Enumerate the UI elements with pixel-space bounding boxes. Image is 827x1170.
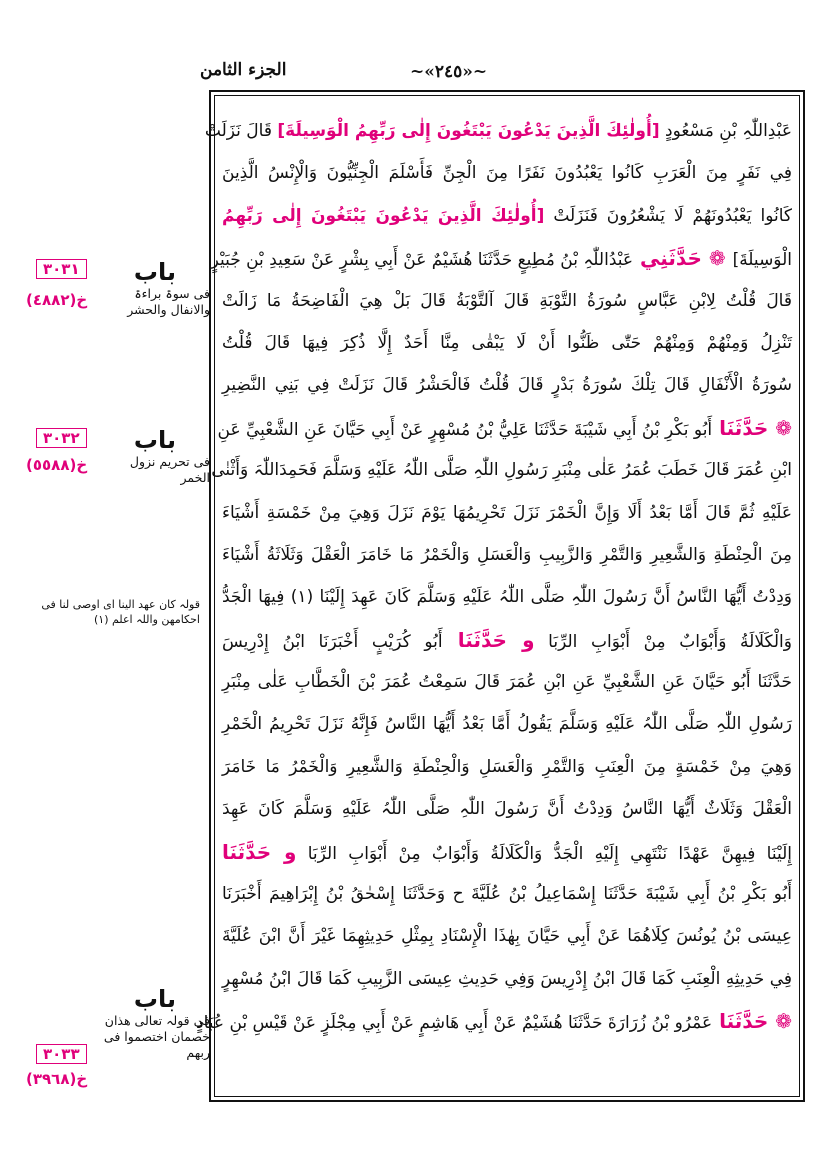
- haddathana-marker: و حَدَّثَنَا: [222, 839, 297, 864]
- chapter-title: فی تحریم نزول الخمر: [129, 454, 210, 485]
- quran-quote: [أُولٰئِكَ الَّذِينَ يَدْعُونَ يَبْتَغُونَ إِلٰى رَبِّهِمُ: [222, 205, 545, 226]
- line-text: أَبُو بَكْرِ بْنُ أَبِي شَيْبَةَ حَدَّثَنَا إِسْمَاعِيلُ بْنُ عُلَيَّةَ ح وَحَدَّثَنَا إِسْحٰقُ بْنُ إِبْرَاهِيمَ أَخْبَرَنَا: [222, 884, 792, 905]
- line-text: ابْنِ عُمَرَ قَالَ خَطَبَ عُمَرُ عَلٰى مِنْبَرِ رَسُولِ اللّٰہِ صَلَّى اللّٰہُ عَلَيْهِ وَسَلَّمَ فَحَمِدَاللّٰہَ وَأَثْنٰى: [211, 460, 792, 481]
- line-text: كَانُوا يَعْبُدُونَهُمْ لَا يَشْعُرُونَ فَنَزَلَتْ: [544, 205, 792, 226]
- haddathana-marker: ❁ حَدَّثَنَا: [712, 415, 792, 440]
- line-text: فِي نَفَرٍ مِنَ الْعَرَبِ كَانُوا يَعْبُدُونَ نَفَرًا مِنَ الْجِنِّ فَأَسْلَمَ الْجِنِّيُّونَ وَالْإِنْسُ الَّذِينَ: [222, 163, 792, 184]
- text-line: [222, 703, 792, 745]
- text-line: [222, 788, 792, 830]
- chapter-title: فی قولہ تعالی هذان خصمان اختصموا فی ربهم: [103, 1013, 210, 1060]
- haddathana-marker: و حَدَّثَنَا: [442, 627, 535, 652]
- haddathana-marker: ❁ حَدَّثَنَا: [712, 1009, 792, 1034]
- text-line: [222, 915, 792, 957]
- text-line: [222, 831, 792, 873]
- text-line: [222, 958, 792, 1000]
- text-line: [222, 364, 792, 406]
- hadith-number: ٣٠٣٣: [36, 1044, 87, 1064]
- line-text: أَبُو كُرَيْبٍ أَخْبَرَنَا ابْنُ إِدْرِيسَ: [222, 631, 443, 652]
- line-text: أَبُو بَكْرِ بْنُ أَبِي شَيْبَةَ حَدَّثَنَا عَلِيُّ بْنُ مُسْهِرٍ عَنْ أَبِي حَيَّانَ عَنِ الشَّعْبِيِّ عَنِ: [217, 419, 713, 440]
- bukhari-reference: خ(٥٥٨٨): [26, 456, 88, 474]
- line-text: حَدَّثَنَا أَبُو حَيَّانَ عَنِ الشَّعْبِيِّ عَنِ ابْنِ عُمَرَ قَالَ سَمِعْتُ عُمَرَ بْنَ الْخَطَّابِ عَلٰى مِنْبَرِ: [222, 672, 792, 693]
- line-text: تَنْزِلُ وَمِنْهُمْ وَمِنْهُمْ حَتّٰى ظَنُّوا أَنْ لَا يَبْقٰى مِنَّا أَحَدٌ إِلَّا ذُكِرَ فِيهَا قَالَ قُلْتُ: [222, 332, 792, 353]
- text-line: [222, 280, 792, 322]
- hadith-number: ٣٠٣٢: [36, 428, 87, 448]
- text-line: [222, 576, 792, 618]
- line-text: رَسُولِ اللّٰہِ صَلَّى اللّٰہُ عَلَيْهِ وَسَلَّمَ يَقُولُ أَمَّا بَعْدُ أَيُّهَا النَّاسُ فَإِنَّهُ نَزَلَ تَحْرِيمُ الْخَمْرِ: [222, 714, 792, 735]
- line-text: سُورَةُ الْأَنْفَالِ قَالَ تِلْكَ سُورَةُ بَدْرٍ قَالَ قُلْتُ فَالْحَشْرُ قَالَ نَزَلَتْ فِي بَنِي النَّضِيرِ: [222, 375, 792, 396]
- text-line: [222, 746, 792, 788]
- line-text: عَبْدِاللّٰہِ بْنِ مَسْعُودٍ: [659, 121, 792, 141]
- text-line: [211, 449, 792, 491]
- line-text: وَدِدْتُ أَيُّهَا النَّاسُ أَنَّ رَسُولَ اللّٰہِ صَلَّى اللّٰہُ عَلَيْهِ وَسَلَّمَ كَانَ عَهِدَ إِلَيْنَا (١) فِيهَا الْجَدُّ: [222, 587, 792, 608]
- line-text: وَالْكَلَالَةُ وَأَبْوَابٌ مِنْ أَبْوَابِ الرِّبَا: [534, 631, 792, 652]
- line-text: فِي حَدِيثِهِ الْعِنَبِ كَمَا قَالَ ابْنُ إِدْرِيسَ وَفِي حَدِيثِ عِيسَى الزَّبِيبِ كَمَا قَالَ ابْنُ مُسْهِرٍ: [222, 968, 792, 989]
- text-line: [222, 195, 792, 237]
- main-text: [196, 110, 793, 1043]
- chapter-heading: باب: [133, 985, 177, 1013]
- bukhari-reference: خ(٣٩٦٨): [26, 1070, 88, 1088]
- chapter-title: فی سوۃ براءۃ والانفال والحشر: [127, 286, 210, 317]
- line-text: قَالَ قُلْتُ لِابْنِ عَبَّاسٍ سُورَةُ التَّوْبَةِ قَالَ آلتَّوْبَةُ قَالَ بَلْ هِيَ الْفَاضِحَةُ مَا زَالَتْ: [222, 290, 792, 311]
- text-line: [222, 534, 792, 576]
- line-text: عَمْرُو بْنُ زُرَارَةَ حَدَّثَنَا هُشَيْمٌ عَنْ أَبِي هَاشِمٍ عَنْ أَبِي مِجْلَزٍ عَنْ قَيْسِ بْنِ عُبَادٍ: [196, 1013, 713, 1034]
- text-line: [196, 1000, 792, 1042]
- text-line: [210, 237, 792, 279]
- haddathana-marker: ❁ حَدَّثَنِي: [633, 246, 733, 271]
- footnote: قولہ کان عهد الينا ای اوصی لنا فی احکامهن واللہ اعلم (١): [41, 598, 200, 626]
- quran-quote: [أُولٰئِكَ الَّذِينَ يَدْعُونَ يَبْتَغُونَ إِلٰى رَبِّهِمُ الْوَسِيلَةَ]: [277, 121, 660, 141]
- text-line: [222, 661, 792, 703]
- line-text: عَلَيْهِ ثُمَّ قَالَ أَمَّا بَعْدُ أَلَا وَإِنَّ الْخَمْرَ نَزَلَ تَحْرِيمُهَا يَوْمَ نَزَلَ وَهِيَ مِنْ خَمْسَةِ أَشْيَاءَ: [222, 502, 792, 523]
- volume-title: الجزء الثامن: [200, 60, 287, 80]
- line-text: إِلَيْنَا فِيهِنَّ عَهْدًا نَنْتَهِي إِلَيْهِ الْجَدُّ وَالْكَلَالَةُ وَأَبْوَابٌ مِنْ أَبْوَابِ الرِّبَا: [296, 843, 793, 864]
- text-line: [217, 407, 792, 449]
- page-number: ~«٢٤٥»~: [410, 62, 488, 82]
- text-line: [222, 619, 792, 661]
- hadith-number: ٣٠٣١: [36, 259, 87, 279]
- line-text: الْعَقْلَ وَثَلَاثٌ أَيُّهَا النَّاسُ وَدِدْتُ أَنَّ رَسُولَ اللّٰہِ صَلَّى اللّٰہُ عَلَيْهِ وَسَلَّمَ كَانَ عَهِدَ: [222, 799, 792, 820]
- text-line: [204, 110, 792, 152]
- chapter-heading: باب: [133, 426, 177, 454]
- text-line: [222, 873, 792, 915]
- text-line: [222, 322, 792, 364]
- line-text: عِيسَى بْنُ يُونُسَ كِلَاهُمَا عَنْ أَبِي حَيَّانَ بِهٰذَا الْإِسْنَادِ بِمِثْلِ حَدِيثِهِمَا غَيْرَ أَنَّ ابْنَ عُلَيَّةَ: [222, 926, 792, 947]
- line-text: مِنَ الْحِنْطَةِ وَالشَّعِيرِ وَالتَّمْرِ وَالزَّبِيبِ وَالْعَسَلِ وَالْخَمْرُ مَا خَامَرَ الْعَقْلَ وَثَلَاثَةُ أَشْيَاءَ: [222, 544, 792, 565]
- chapter-heading: باب: [133, 258, 177, 286]
- line-text: قَالَ نَزَلَتْ: [204, 121, 278, 141]
- line-text: وَهِيَ مِنْ خَمْسَةٍ مِنَ الْعِنَبِ وَالتَّمْرِ وَالْعَسَلِ وَالْحِنْطَةِ وَالشَّعِيرِ وَالْخَمْرُ مَا خَامَرَ: [222, 756, 792, 777]
- line-text: عَبْدُاللّٰہِ بْنُ مُطِيعٍ حَدَّثَنَا هُشَيْمٌ عَنْ أَبِي بِشْرٍ عَنْ سَعِيدِ بْنِ جُبَيْرٍ: [210, 250, 634, 271]
- line-text: الْوَسِيلَةَ]: [732, 250, 792, 271]
- text-line: [222, 152, 792, 194]
- chapter-note-3: [100, 985, 210, 1061]
- chapter-note-1: [100, 258, 210, 318]
- chapter-note-2: [100, 426, 210, 486]
- bukhari-reference: خ(٤٨٨٢): [26, 291, 88, 309]
- text-line: [222, 492, 792, 534]
